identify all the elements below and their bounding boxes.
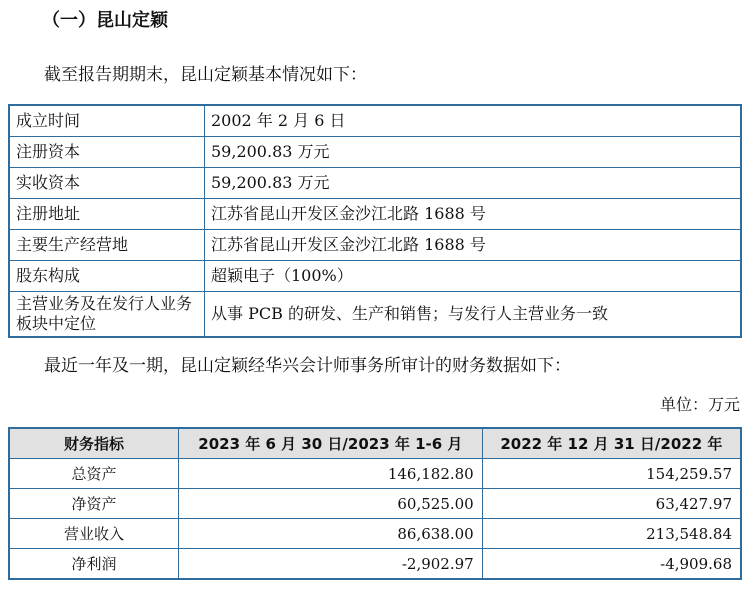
info-label: 股东构成 xyxy=(9,261,205,292)
info-row xyxy=(9,292,741,338)
metric-value-2022: -4,909.68 xyxy=(482,549,741,580)
info-row xyxy=(9,105,741,137)
info-row xyxy=(9,230,741,261)
info-label: 实收资本 xyxy=(9,168,205,199)
info-row xyxy=(9,261,741,292)
info-label: 主营业务及在发行人业务板块中定位 xyxy=(9,292,205,338)
table-row xyxy=(9,489,741,519)
table-header-row xyxy=(9,428,741,459)
info-value: 从事 PCB 的研发、生产和销售；与发行人主营业务一致 xyxy=(205,292,742,338)
unit-label: 单位：万元 xyxy=(659,395,740,414)
info-value: 2002 年 2 月 6 日 xyxy=(205,105,742,137)
column-header: 财务指标 xyxy=(9,428,179,459)
info-value: 江苏省昆山开发区金沙江北路 1688 号 xyxy=(205,199,742,230)
column-header: 2022 年 12 月 31 日/2022 年 xyxy=(482,428,741,459)
info-row xyxy=(9,199,741,230)
info-label: 注册资本 xyxy=(9,137,205,168)
info-label: 注册地址 xyxy=(9,199,205,230)
basic-info-table xyxy=(8,104,742,338)
metric-name: 总资产 xyxy=(9,459,179,489)
table-row xyxy=(9,519,741,549)
info-row xyxy=(9,168,741,199)
metric-value-2022: 154,259.57 xyxy=(482,459,741,489)
metric-value-2023: -2,902.97 xyxy=(179,549,483,580)
metric-value-2023: 86,638.00 xyxy=(179,519,483,549)
financial-table xyxy=(8,427,742,580)
info-label: 成立时间 xyxy=(9,105,205,137)
metric-value-2023: 146,182.80 xyxy=(179,459,483,489)
metric-name: 净利润 xyxy=(9,549,179,580)
metric-value-2022: 63,427.97 xyxy=(482,489,741,519)
table-row xyxy=(9,459,741,489)
info-value: 江苏省昆山开发区金沙江北路 1688 号 xyxy=(205,230,742,261)
metric-value-2022: 213,548.84 xyxy=(482,519,741,549)
info-value: 59,200.83 万元 xyxy=(205,168,742,199)
info-value: 59,200.83 万元 xyxy=(205,137,742,168)
info-row xyxy=(9,137,741,168)
column-header: 2023 年 6 月 30 日/2023 年 1-6 月 xyxy=(179,428,483,459)
table-row xyxy=(9,549,741,580)
info-value: 超颖电子（100%） xyxy=(205,261,742,292)
metric-value-2023: 60,525.00 xyxy=(179,489,483,519)
financial-intro-paragraph: 最近一年及一期，昆山定颖经华兴会计师事务所审计的财务数据如下： xyxy=(44,356,571,376)
info-label: 主要生产经营地 xyxy=(9,230,205,261)
intro-paragraph: 截至报告期期末，昆山定颖基本情况如下： xyxy=(44,65,367,85)
metric-name: 净资产 xyxy=(9,489,179,519)
section-title: （一）昆山定颖 xyxy=(42,10,168,31)
metric-name: 营业收入 xyxy=(9,519,179,549)
